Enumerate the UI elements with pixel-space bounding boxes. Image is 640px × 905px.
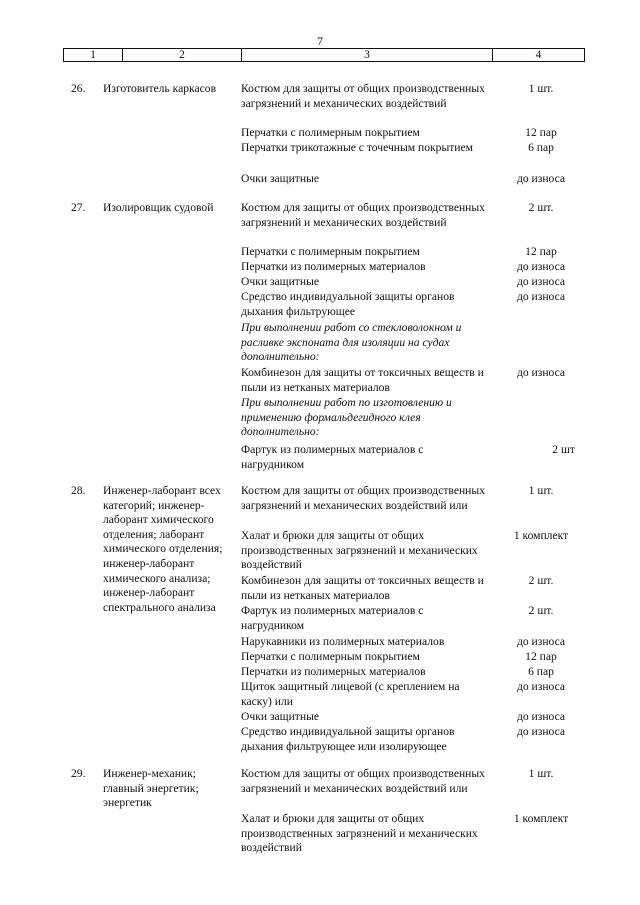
item-quantity: 1 комплект bbox=[513, 529, 569, 542]
item-name: Перчатки с полимерным покрытием bbox=[241, 245, 420, 258]
item-name: Костюм для защиты от общих производственных загрязнений и механических воздействий bbox=[241, 201, 485, 229]
item-quantity: до износа bbox=[516, 680, 566, 693]
item-name: Фартук из полимерных материалов с нагрудником bbox=[241, 604, 424, 632]
item-quantity: до износа bbox=[516, 260, 566, 273]
page-number: 7 bbox=[317, 34, 323, 48]
entry-number: 27. bbox=[71, 201, 86, 214]
profession: Изолировщик судовой bbox=[103, 201, 214, 214]
item-name: Костюм для защиты от общих производственных загрязнений и механических воздействий или bbox=[241, 767, 485, 795]
item-name: Халат и брюки для защиты от общих производственных загрязнений и механических воздействий bbox=[241, 812, 478, 855]
item-quantity: до износа bbox=[516, 275, 566, 288]
item-name: Очки защитные bbox=[241, 275, 320, 288]
item-name: Очки защитные bbox=[241, 710, 320, 723]
item-name: Перчатки с полимерным покрытием bbox=[241, 650, 420, 663]
entry-number: 26. bbox=[71, 82, 86, 95]
profession: Изготовитель каркасов bbox=[103, 82, 217, 95]
item-name: Перчатки из полимерных материалов bbox=[241, 665, 426, 678]
item-quantity: 1 шт. bbox=[528, 484, 554, 497]
item-quantity: 2 шт. bbox=[528, 574, 554, 587]
item-quantity: до износа bbox=[516, 710, 566, 723]
item-name: Очки защитные bbox=[241, 172, 320, 185]
item-name: Средство индивидуальной защиты органов дыхания фильтрующее или изолирующее bbox=[241, 725, 455, 753]
item-quantity: 2 шт bbox=[552, 443, 575, 456]
item-quantity: 1 комплект bbox=[513, 812, 569, 825]
profession: Инженер-лаборант всех категорий; инженер-лаборант химического отделения; лаборант химического отделения; инженер-лаборант химического анализа; инженер-лаборант спектрального анализа bbox=[103, 484, 223, 614]
item-quantity: 6 пар bbox=[528, 141, 554, 154]
item-quantity: 6 пар bbox=[528, 665, 554, 678]
item-quantity: 12 пар bbox=[525, 126, 557, 139]
entry-number: 29. bbox=[71, 767, 86, 780]
item-name: Нарукавники из полимерных материалов bbox=[241, 635, 445, 648]
item-name: Фартук из полимерных материалов с нагрудником bbox=[241, 443, 424, 471]
item-quantity: 2 шт. bbox=[528, 604, 554, 617]
item-condition-note: При выполнении работ по изготовлению и применению формальдегидного клея дополнительно: bbox=[241, 396, 452, 439]
item-name: Щиток защитный лицевой (с креплением на каску) или bbox=[241, 680, 460, 708]
item-quantity: 12 пар bbox=[525, 245, 557, 258]
item-name: Комбинезон для защиты от токсичных веществ и пыли из нетканых материалов bbox=[241, 366, 484, 394]
entry-number: 28. bbox=[71, 484, 86, 497]
item-quantity: до износа bbox=[516, 172, 566, 185]
item-name: Перчатки трикотажные с точечным покрытием bbox=[241, 141, 473, 154]
item-name: Костюм для защиты от общих производственных загрязнений и механических воздействий или bbox=[241, 484, 485, 512]
column-number-header bbox=[63, 48, 585, 62]
item-name: Перчатки с полимерным покрытием bbox=[241, 126, 420, 139]
col-number-4: 4 bbox=[493, 49, 585, 62]
item-condition-note: При выполнении работ со стекловолокном и расливке экспоната для изоляции на судах дополнительно: bbox=[241, 321, 462, 364]
item-name: Халат и брюки для защиты от общих производственных загрязнений и механических воздействий bbox=[241, 529, 478, 572]
col-number-3: 3 bbox=[242, 49, 493, 62]
item-quantity: 2 шт. bbox=[528, 201, 554, 214]
profession: Инженер-механик; главный энергетик; энергетик bbox=[103, 767, 199, 810]
item-name: Комбинезон для защиты от токсичных веществ и пыли из нетканых материалов bbox=[241, 574, 484, 602]
item-quantity: до износа bbox=[516, 290, 566, 303]
item-quantity: 1 шт. bbox=[528, 82, 554, 95]
item-quantity: до износа bbox=[516, 635, 566, 648]
item-name: Костюм для защиты от общих производственных загрязнений и механических воздействий bbox=[241, 82, 485, 110]
col-number-2: 2 bbox=[123, 49, 242, 62]
col-number-1: 1 bbox=[64, 49, 123, 62]
item-quantity: 1 шт. bbox=[528, 767, 554, 780]
item-quantity: до износа bbox=[516, 725, 566, 738]
item-quantity: 12 пар bbox=[525, 650, 557, 663]
item-name: Перчатки из полимерных материалов bbox=[241, 260, 426, 273]
item-name: Средство индивидуальной защиты органов дыхания фильтрующее bbox=[241, 290, 455, 318]
item-quantity: до износа bbox=[516, 366, 566, 379]
